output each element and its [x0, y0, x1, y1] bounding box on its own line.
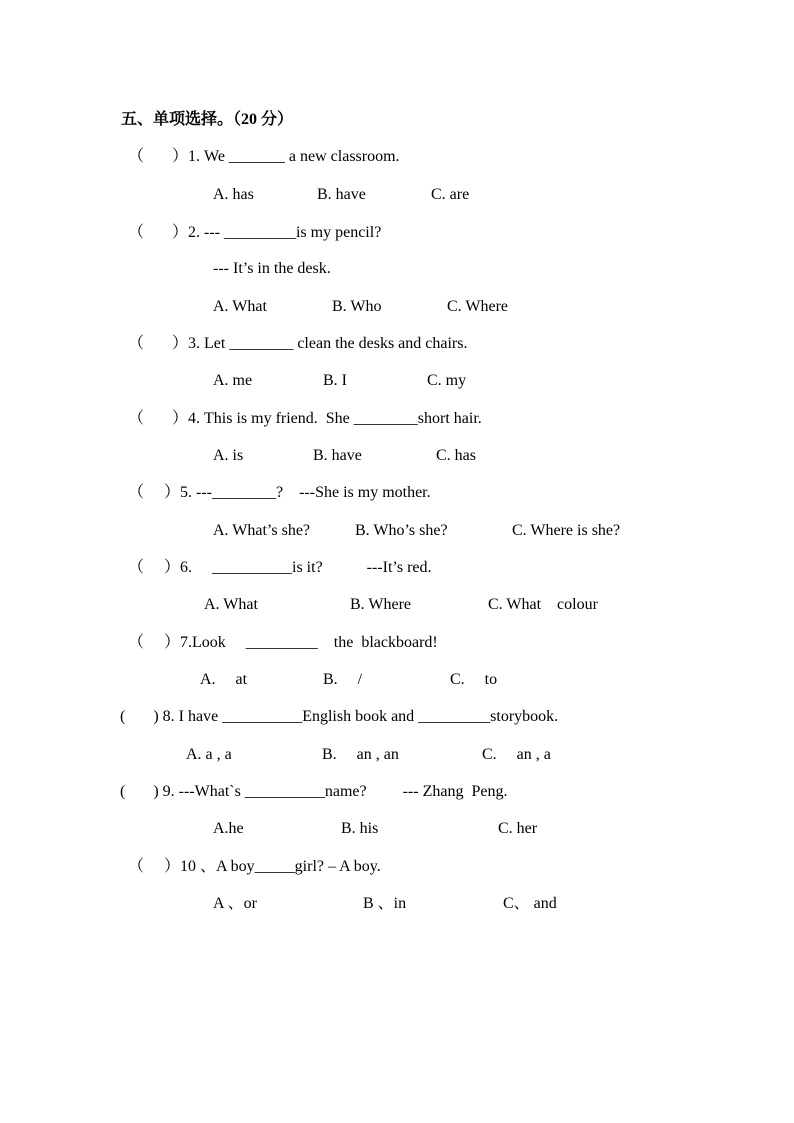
- section-title: 五、单项选择。（20 分）: [121, 111, 294, 128]
- question-7-option-a: A. at: [200, 671, 248, 688]
- question-4-stem: （ ）4. This is my friend. She ________short hair.: [128, 410, 482, 427]
- question-8-option-c: C. an , a: [482, 746, 551, 763]
- question-4-option-c: C. has: [436, 447, 476, 464]
- question-10-option-c: C、 and: [503, 895, 557, 912]
- question-5-option-a: A. What’s she?: [213, 522, 311, 539]
- question-5-option-c: C. Where is she?: [512, 522, 621, 539]
- question-3-stem: （ ）3. Let ________ clean the desks and chairs.: [128, 335, 468, 352]
- question-6-option-a: A. What: [204, 596, 258, 613]
- question-1-option-b: B. have: [317, 186, 366, 203]
- question-9-option-b: B. his: [341, 820, 379, 837]
- question-6-option-b: B. Where: [350, 596, 412, 613]
- question-4-option-a: A. is: [213, 447, 244, 464]
- question-7-option-b: B. /: [323, 671, 363, 688]
- question-2-option-c: C. Where: [447, 298, 509, 315]
- question-2-option-a: A. What: [213, 298, 267, 315]
- question-4-option-b: B. have: [313, 447, 362, 464]
- question-9-option-a: A.he: [213, 820, 244, 837]
- question-8-stem: ( ) 8. I have __________English book and _________storybook.: [120, 708, 559, 725]
- question-2-sub: --- It’s in the desk.: [213, 260, 331, 277]
- question-6-stem: （ ）6. __________is it? ---It’s red.: [128, 559, 432, 576]
- question-3-option-c: C. my: [427, 372, 467, 389]
- question-10-option-a: A 、or: [213, 895, 258, 912]
- question-1-option-a: A. has: [213, 186, 254, 203]
- question-9-option-c: C. her: [498, 820, 538, 837]
- question-10-option-b: B 、in: [363, 895, 407, 912]
- question-8-option-a: A. a , a: [186, 746, 232, 763]
- question-5-stem: （ ）5. ---________? ---She is my mother.: [128, 484, 431, 501]
- question-8-option-b: B. an , an: [322, 746, 399, 763]
- question-9-stem: ( ) 9. ---What`s __________name? --- Zhang Peng.: [120, 783, 508, 800]
- question-3-option-b: B. I: [323, 372, 347, 389]
- question-1-stem: （ ）1. We _______ a new classroom.: [128, 148, 400, 165]
- question-1-option-c: C. are: [431, 186, 470, 203]
- question-7-option-c: C. to: [450, 671, 498, 688]
- question-3-option-a: A. me: [213, 372, 253, 389]
- question-7-stem: （ ）7.Look _________ the blackboard!: [128, 634, 438, 651]
- question-2-option-b: B. Who: [332, 298, 382, 315]
- question-10-stem: （ ）10 、A boy_____girl? – A boy.: [128, 858, 381, 875]
- question-2-stem: （ ）2. --- _________is my pencil?: [128, 224, 382, 241]
- question-6-option-c: C. What colour: [488, 596, 598, 613]
- question-5-option-b: B. Who’s she?: [355, 522, 448, 539]
